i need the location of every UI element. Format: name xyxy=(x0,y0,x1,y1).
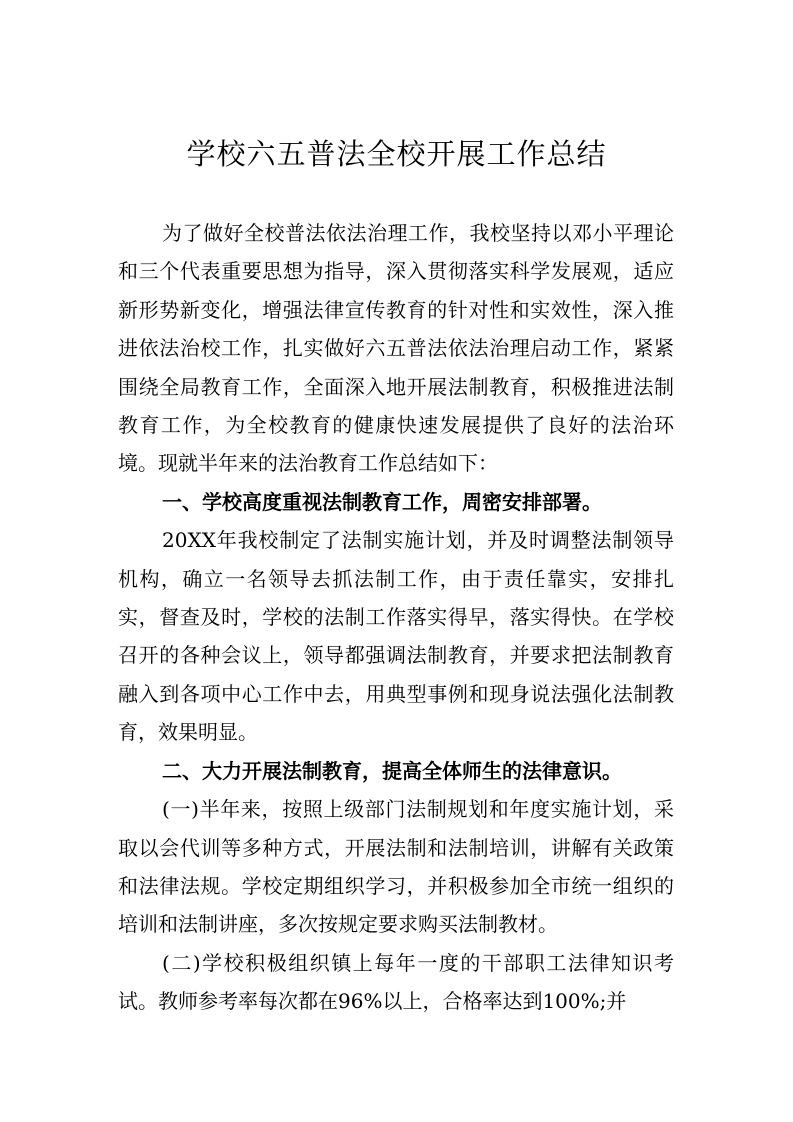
document-title: 学校六五普法全校开展工作总结 xyxy=(186,137,607,171)
document-body xyxy=(118,214,674,1021)
section-2-paragraph-1: (一)半年来，按照上级部门法制规划和年度实施计划，采取以会代训等多种方式，开展法制和法制培训，讲解有关政策和法律法规。学校定期组织学习，并积极参加全市统一组织的培训和法制讲座，多次按规定要求购买法制教材。 xyxy=(118,797,674,937)
section-1-paragraph: 20XX年我校制定了法制实施计划，并及时调整法制领导机构，确立一名领导去抓法制工作，由于责任靠实，安排扎实，督查及时，学校的法制工作落实得早，落实得快。在学校召开的各种会议上，领导都强调法制教育，并要求把法制教育融入到各项中心工作中去，用典型事例和现身说法强化法制教育，效果明显。 xyxy=(118,528,674,745)
section-heading-1: 一、学校高度重视法制教育工作，周密安排部署。 xyxy=(162,489,602,514)
section-2-paragraph-2: (二)学校积极组织镇上每年一度的干部职工法律知识考试。教师参考率每次都在96%以上，合格率达到100%;并 xyxy=(118,950,674,1014)
section-heading-2: 二、大力开展法制教育，提高全体师生的法律意识。 xyxy=(162,758,622,783)
intro-paragraph: 为了做好全校普法依法治理工作，我校坚持以邓小平理论和三个代表重要思想为指导，深入贯彻落实科学发展观，适应新形势新变化，增强法律宣传教育的针对性和实效性，深入推进依法治校工作，扎实做好六五普法依法治理启动工作，紧紧围绕全局教育工作，全面深入地开展法制教育，积极推进法制教育工作，为全校教育的健康快速发展提供了良好的法治环境。现就半年来的法治教育工作总结如下： xyxy=(118,221,674,476)
